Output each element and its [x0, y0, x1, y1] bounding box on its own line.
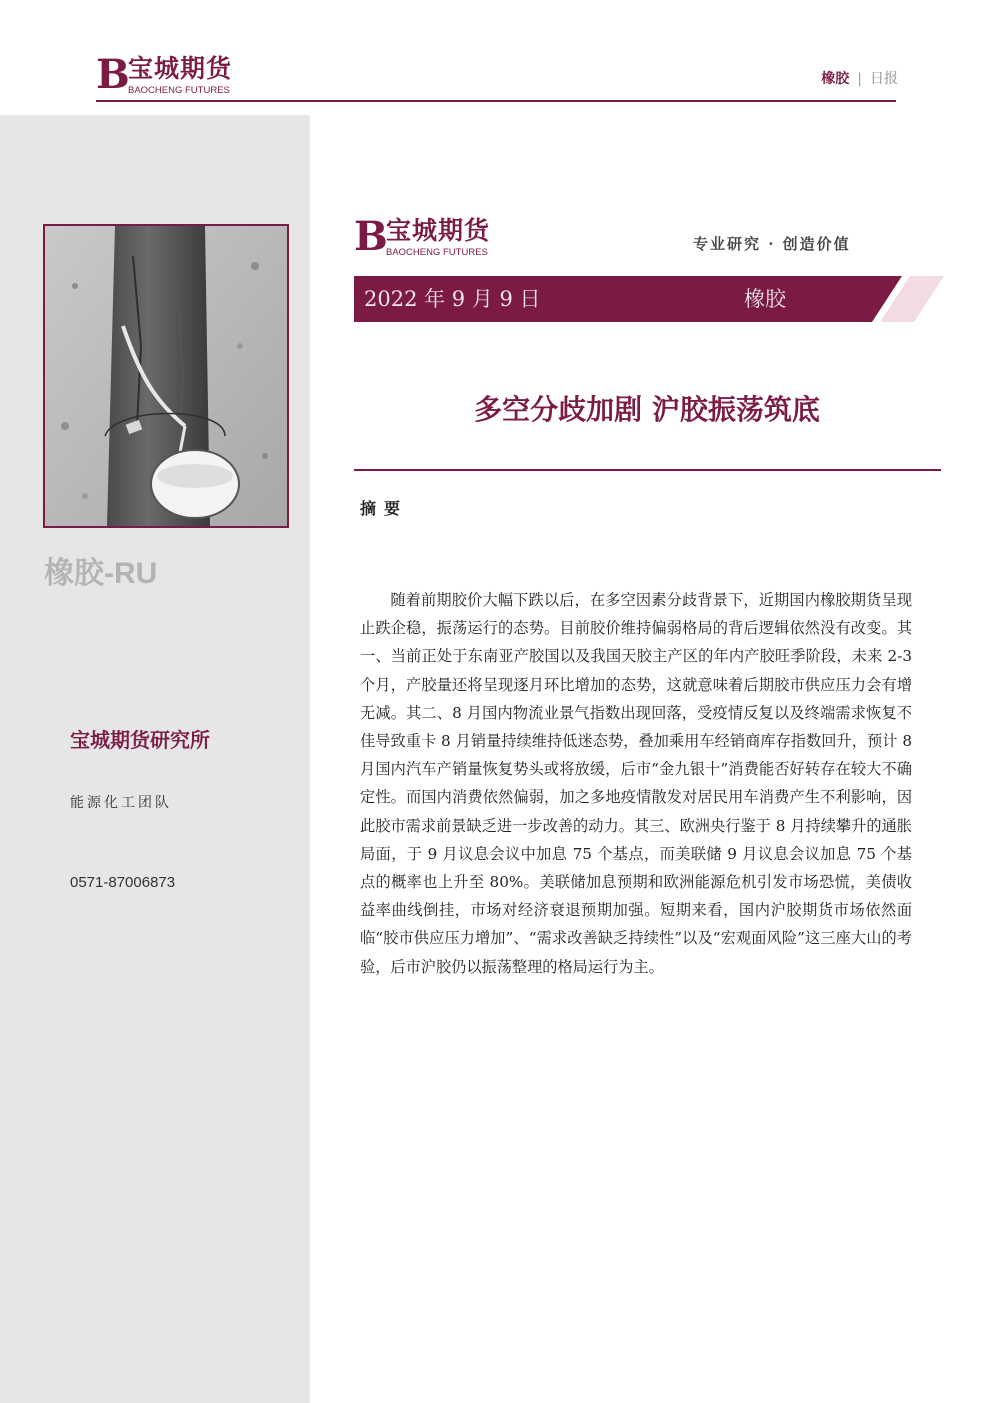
- logo-mark: B: [96, 51, 130, 98]
- cover-photo: [43, 224, 289, 528]
- abstract-body: 随着前期胶价大幅下跌以后，在多空因素分歧背景下，近期国内橡胶期货呈现止跌企稳，振荡运行的态势。目前胶价维持偏弱格局的背后逻辑依然没有改变。其一、当前正处于东南亚产胶国以及我国天胶主产区的年内产胶旺季阶段，未来 2-3 个月，产胶量还将呈现逐月环比增加的态势，这就意味着后期胶市供应压力会有增无减。其二、8 月国内物流业景气指数出现回落，受疫情反复以及终端需求恢复不佳导致重卡 8 月销量持续维持低迷态势，叠加乘用车经销商库存指数回升，预计 8 月国内汽车产销量恢复势头或将放缓，后市“金九银十”消费能否好转存在较大不确定性。而国内消费依然偏弱，加之多地疫情散发对居民用车消费产生不利影响，因此胶市需求前景缺乏进一步改善的动力。其三、欧洲央行鉴于 8 月持续攀升的通胀局面，于 9 月议息会议中加息 75 个基点，而美联储 9 月议息会议加息 75 个基点的概率也上升至 80%。美联储加息预期和欧洲能源危机引发市场恐慌，美债收益率曲线倒挂，市场对经济衰退预期加强。短期来看，国内沪胶期货市场依然面临“胶市供应压力增加”、“需求改善缺乏持续性”以及“宏观面风险”这三座大山的考验，后市沪胶仍以振荡整理的格局运行为主。: [360, 591, 912, 976]
- sidebar-phone: 0571-87006873: [70, 874, 176, 891]
- sidebar-team: 能源化工团队: [70, 795, 172, 811]
- rubber-tree-photo: [45, 226, 287, 526]
- logo-name-en: BAOCHENG FUTURES: [128, 85, 230, 96]
- logo-name-cn: 宝城期货: [386, 216, 491, 245]
- logo-name-en: BAOCHENG FUTURES: [386, 247, 488, 258]
- header-logo: [96, 51, 256, 100]
- sidebar-institute: 宝城期货研究所: [70, 728, 210, 752]
- header-category: 橡胶: [821, 71, 850, 87]
- date-band: [354, 276, 944, 322]
- header-rule: [96, 100, 896, 102]
- report-date: 2022 年 9 月 9 日: [364, 287, 541, 311]
- header-report-type: 日报: [870, 71, 898, 87]
- logo-mark: B: [354, 213, 388, 260]
- title-rule: [354, 469, 941, 471]
- report-title: 多空分歧加剧 沪胶振荡筑底: [474, 393, 820, 426]
- cover-logo: [354, 213, 534, 264]
- abstract-heading: 摘要: [360, 499, 409, 518]
- slogan: 专业研究 · 创造价值: [693, 235, 851, 253]
- report-category: 橡胶: [744, 287, 786, 311]
- header-separator: |: [857, 71, 862, 87]
- logo-name-cn: 宝城期货: [128, 54, 233, 83]
- header-tags: [821, 70, 898, 88]
- sidebar-category: 橡胶-RU: [44, 557, 158, 590]
